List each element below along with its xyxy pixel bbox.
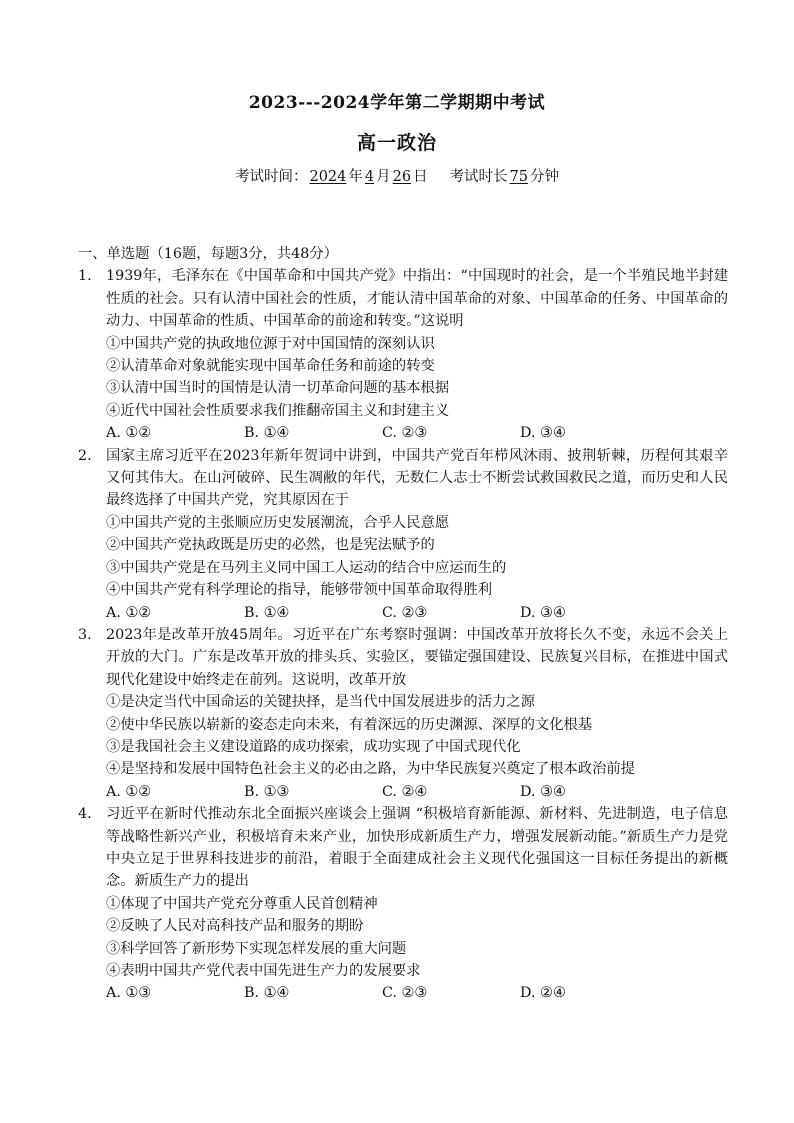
statement-option: ④是坚持和发展中国特色社会主义的必由之路，为中华民族复兴奠定了根本政治前提 bbox=[106, 761, 635, 778]
question-number: 4. bbox=[78, 806, 92, 823]
exam-content bbox=[78, 243, 728, 1005]
question-stem: 1939年，毛泽东在《中国革命和中国共产党》中指出：“中国现时的社会，是一个半殖民地半封建性质的社会。只有认清中国社会的性质，才能认清中国革命的对象、中国革命的任务、中国革命的动力、中国革命的性质、中国革命的前途和转变。”这说明 bbox=[106, 268, 728, 330]
question-4 bbox=[78, 803, 728, 1005]
duration-unit: 分钟 bbox=[530, 169, 560, 185]
question-number: 3. bbox=[78, 626, 92, 643]
exam-day: 26 bbox=[392, 169, 412, 185]
statement-option: ②反映了人民对高科技产品和服务的期盼 bbox=[106, 918, 364, 935]
answer-choices bbox=[106, 781, 728, 803]
answer-choices bbox=[106, 422, 728, 444]
statement-option: ②使中华民族以崭新的姿态走向未来，有着深远的历史渊源、深厚的文化根基 bbox=[106, 716, 593, 733]
statement-option: ①体现了中国共产党充分尊重人民首创精神 bbox=[106, 895, 378, 912]
year-suffix: 年 bbox=[348, 169, 363, 185]
statement-option: ④中国共产党有科学理论的指导，能够带领中国革命取得胜利 bbox=[106, 582, 493, 599]
statement-option: ②中国共产党执政既是历史的必然，也是宪法赋予的 bbox=[106, 537, 435, 554]
statement-option: ②认清革命对象就能实现中国革命任务和前途的转变 bbox=[106, 358, 435, 375]
choice-a: A. ①② bbox=[106, 783, 152, 800]
question-stem: 2023年是改革开放45周年。习近平在广东考察时强调：中国改革开放将长久不变，永远不会关上开放的大门。广东是改革开放的排头兵、实验区，要锚定强国建设、民族复兴目标，在推进中国式现代化建设中始终走在前列。这说明，改革开放 bbox=[106, 626, 728, 688]
statement-option: ④近代中国社会性质要求我们推翻帝国主义和封建主义 bbox=[106, 402, 450, 419]
choice-b: B. ①④ bbox=[244, 985, 290, 1002]
choice-b: B. ①③ bbox=[244, 783, 290, 800]
exam-duration: 75 bbox=[509, 169, 529, 185]
choice-b: B. ①④ bbox=[244, 425, 290, 442]
choice-c: C. ②③ bbox=[382, 985, 428, 1002]
exam-info-line bbox=[0, 165, 794, 186]
exam-year: 2024 bbox=[309, 169, 347, 185]
choice-d: D. ③④ bbox=[520, 425, 566, 442]
subject-title: 高一政治 bbox=[356, 132, 437, 154]
question-number: 2. bbox=[78, 447, 92, 464]
choice-a: A. ①② bbox=[106, 604, 152, 621]
choice-d: D. ②④ bbox=[520, 985, 566, 1002]
statement-option: ④表明中国共产党代表中国先进生产力的发展要求 bbox=[106, 963, 421, 979]
choice-b: B. ①④ bbox=[244, 604, 290, 621]
question-2 bbox=[78, 445, 728, 624]
question-stem: 习近平在新时代推动东北全面振兴座谈会上强调 “积极培育新能源、新材料、先进制造，电子信息等战略性新兴产业，积极培育未来产业，加快形成新质生产力，增强发展新动能。”新质生产力是党中央立足于世界科技进步的前沿，着眼于全面建成社会主义现代化强国这一目标任务提出的新概念。新质生产力的提出 bbox=[106, 806, 728, 890]
choice-c: C. ②③ bbox=[382, 425, 428, 442]
question-1 bbox=[78, 265, 728, 444]
duration-label: 考试时长 bbox=[449, 169, 508, 185]
choice-d: D. ③④ bbox=[520, 783, 566, 800]
question-3 bbox=[78, 624, 728, 803]
question-number: 1. bbox=[78, 268, 92, 285]
choice-a: A. ①③ bbox=[106, 985, 152, 1002]
month-suffix: 月 bbox=[376, 169, 391, 185]
day-suffix: 日 bbox=[413, 169, 428, 185]
choice-a: A. ①② bbox=[106, 425, 152, 442]
choice-d: D. ③④ bbox=[520, 604, 566, 621]
answer-choices bbox=[106, 602, 728, 624]
section-title: 一、单选题（16题，每题3分，共48分） bbox=[78, 246, 338, 262]
statement-option: ①中国共产党的主张顺应历史发展潮流，合乎人民意愿 bbox=[106, 514, 450, 531]
statement-option: ③中国共产党是在马列主义同中国工人运动的结合中应运而生的 bbox=[106, 559, 507, 576]
statement-option: ③是我国社会主义建设道路的成功探索，成功实现了中国式现代化 bbox=[106, 738, 521, 755]
answer-choices bbox=[106, 982, 728, 1004]
question-stem: 国家主席习近平在2023年新年贺词中讲到，中国共产党百年栉风沐雨、披荆斩棘，历程何其艰辛又何其伟大。在山河破碎、民生凋敝的年代，无数仁人志士不断尝试救国救民之道，而历史和人民最终选择了中国共产党，究其原因在于 bbox=[106, 447, 728, 509]
choice-c: C. ②④ bbox=[382, 783, 428, 800]
exam-month: 4 bbox=[364, 169, 375, 185]
statement-option: ①中国共产党的执政地位源于对中国国情的深刻认识 bbox=[106, 335, 435, 352]
statement-option: ③科学回答了新形势下实现怎样发展的重大问题 bbox=[106, 940, 407, 957]
exam-title: 2023---2024学年第二学期期中考试 bbox=[248, 93, 546, 113]
statement-option: ③认清中国当时的国情是认清一切革命问题的基本根据 bbox=[106, 380, 450, 397]
exam-time-label: 考试时间： bbox=[234, 169, 308, 185]
statement-option: ①是决定当代中国命运的关键抉择，是当代中国发展进步的活力之源 bbox=[106, 694, 535, 711]
choice-c: C. ②③ bbox=[382, 604, 428, 621]
